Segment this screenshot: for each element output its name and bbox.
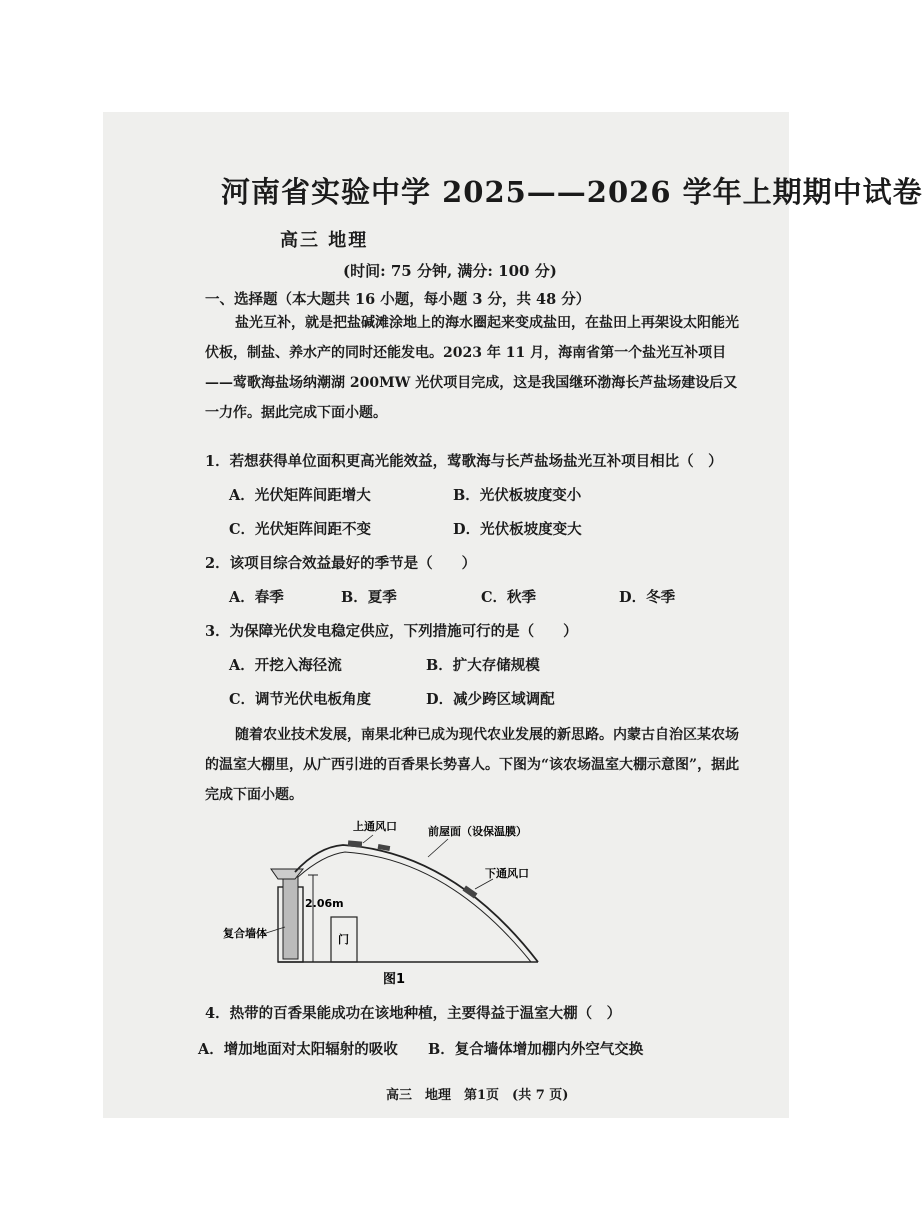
question-2-option-a: A．春季 <box>229 589 284 606</box>
exam-title: 河南省实验中学 2025——2026 学年上期期中试卷 <box>221 175 923 209</box>
question-2-option-c: C．秋季 <box>481 589 537 606</box>
exam-subject: 高三 地理 <box>280 230 369 251</box>
question-1-option-b: B．光伏板坡度变小 <box>453 487 582 504</box>
question-3-option-a: A．开挖入海径流 <box>229 657 342 674</box>
question-3-option-c: C．调节光伏电板角度 <box>229 691 372 708</box>
page-footer: 高三 地理 第1页 (共 7 页) <box>386 1088 569 1103</box>
figure-caption: 图1 <box>383 972 406 987</box>
label-front-roof: 前屋面（设保温膜） <box>428 825 527 838</box>
question-2-option-b: B．夏季 <box>341 589 397 606</box>
label-wall: 复合墙体 <box>223 927 267 940</box>
question-4-option-a: A．增加地面对太阳辐射的吸收 <box>198 1041 398 1058</box>
question-1-stem: 1．若想获得单位面积更高光能效益，莺歌海与长芦盐场盐光互补项目相比（ ） <box>205 453 723 470</box>
greenhouse-diagram <box>223 817 553 992</box>
question-2-stem: 2．该项目综合效益最好的季节是（ ） <box>205 555 477 572</box>
question-4-stem: 4．热带的百香果能成功在该地种植，主要得益于温室大棚（ ） <box>205 1005 622 1022</box>
question-2-option-d: D．冬季 <box>619 589 676 606</box>
wall-insulation <box>283 877 298 959</box>
passage-greenhouse: 随着农业技术发展，南果北种已成为现代农业发展的新思路。内蒙古自治区某农场的温室大棚里，从广西引进的百香果长势喜人。下图为“该农场温室大棚示意图”，据此完成下面小题。 <box>205 727 740 803</box>
exam-time-info: (时间: 75 分钟, 满分: 100 分) <box>343 262 557 280</box>
label-top-vent: 上通风口 <box>353 820 397 833</box>
exam-page <box>103 112 923 1118</box>
label-height: 2.06m <box>305 897 344 910</box>
question-3-option-d: D．减少跨区域调配 <box>426 691 555 708</box>
label-door: 门 <box>338 933 349 946</box>
question-3-stem: 3．为保障光伏发电稳定供应，下列措施可行的是（ ） <box>205 623 578 640</box>
question-4-option-b: B．复合墙体增加棚内外空气交换 <box>428 1041 644 1058</box>
passage-salt-solar: 盐光互补，就是把盐碱滩涂地上的海水圈起来变成盐田，在盐田上再架设太阳能光伏板，制盐、养水产的同时还能发电。2023 年 11 月，海南省第一个盐光互补项目——莺歌海盐场纳潮湖 200MW 光伏项目完成，这是我国继环渤海长芦盐场建设后又一力作。据此完成下面小题。 <box>205 315 739 421</box>
question-3-option-b: B．扩大存储规模 <box>426 657 540 674</box>
top-vent-flap <box>348 840 362 847</box>
question-1-option-d: D．光伏板坡度变大 <box>453 521 582 538</box>
label-bottom-vent: 下通风口 <box>485 867 529 880</box>
question-1-option-c: C．光伏矩阵间距不变 <box>229 521 372 538</box>
bottom-vent-flap <box>463 886 478 899</box>
question-1-option-a: A．光伏矩阵间距增大 <box>229 487 371 504</box>
section-heading: 一、选择题（本大题共 16 小题，每小题 3 分，共 48 分） <box>205 291 591 308</box>
